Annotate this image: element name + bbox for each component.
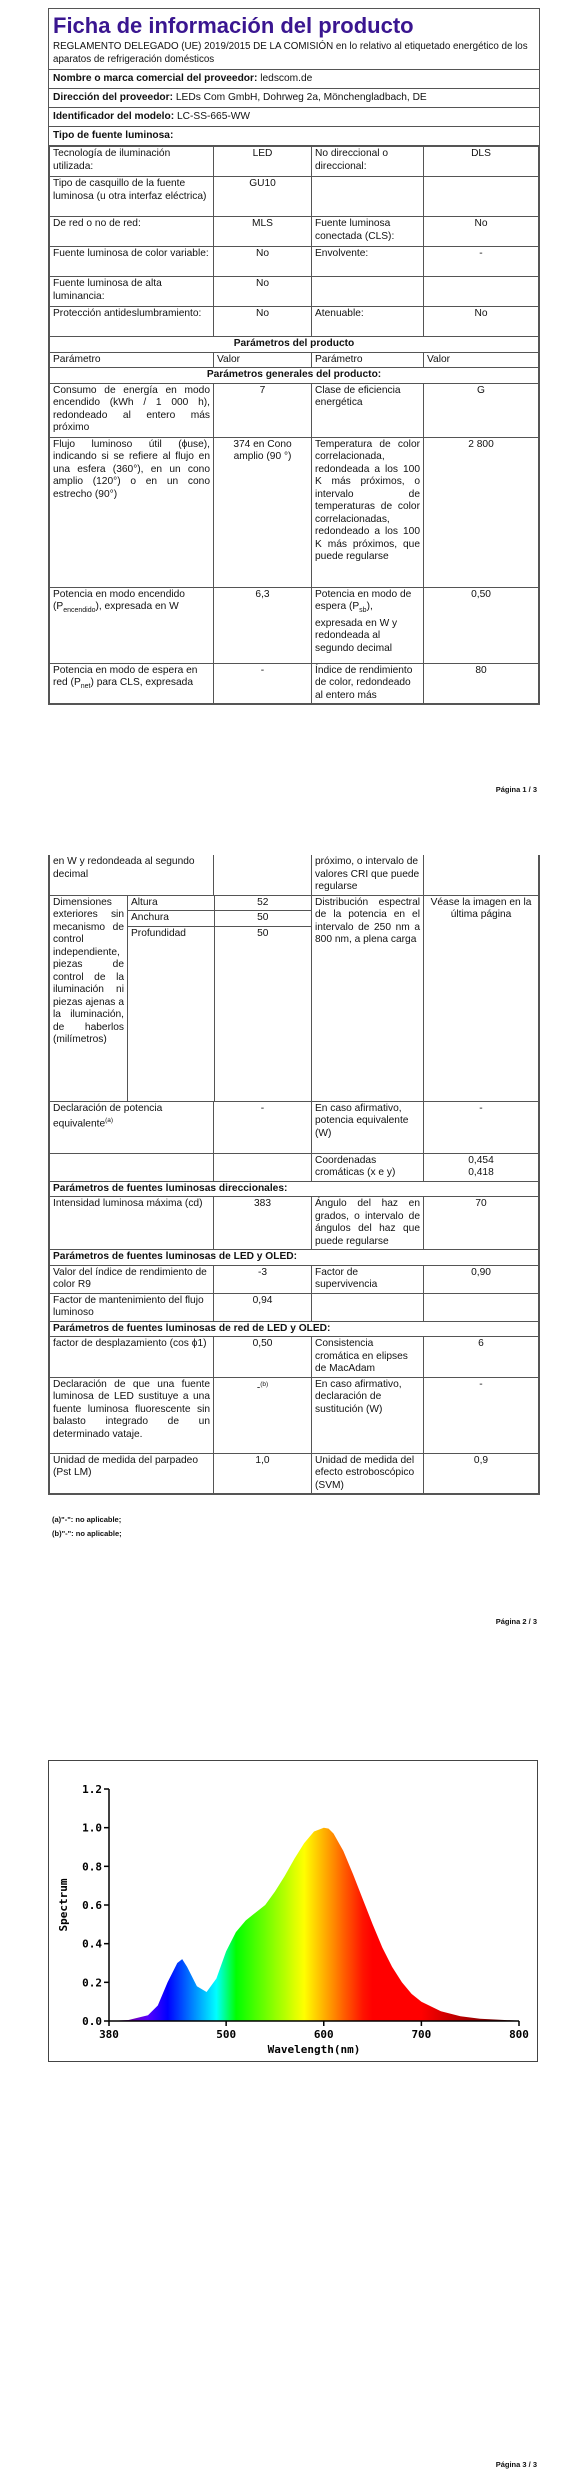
table-row xyxy=(50,277,539,307)
spectrum-area xyxy=(109,1828,519,2021)
y-tick-label: 0.6 xyxy=(82,1899,102,1912)
cell-value: 0,90 xyxy=(424,1265,539,1293)
cell-value: 80 xyxy=(424,663,539,704)
product-sheet-frame-continued xyxy=(48,855,540,1495)
table-row xyxy=(50,1153,539,1181)
regulation-text: REGLAMENTO DELEGADO (UE) 2019/2015 DE LA COMISIÓN en lo relativo al etiquetado energético de los aparatos de refrigeración domésticos xyxy=(53,41,528,65)
cell-value: No xyxy=(214,277,312,307)
cell-label: Fuente luminosa de alta luminancia: xyxy=(50,277,214,307)
cell-label: Declaración de que una fuente luminosa de LED sustituye a una fuente luminosa fluorescente sin balasto integrado de un determinado vataje. xyxy=(50,1377,214,1453)
table-row xyxy=(50,1337,539,1378)
model-id-label: Identificador del modelo: xyxy=(53,111,175,122)
model-id-row xyxy=(49,108,539,127)
cell-label: Ángulo del haz en grados, o intervalo de ángulos del haz que puede regularse xyxy=(312,1197,424,1250)
cell-value: 70 xyxy=(424,1197,539,1250)
cell-value: - xyxy=(214,1101,312,1153)
cell-value xyxy=(424,1153,539,1181)
cell-value: - xyxy=(424,1101,539,1153)
table-row xyxy=(50,177,539,217)
cell-value xyxy=(424,1293,539,1321)
subscript: sb xyxy=(359,607,367,615)
cell-label xyxy=(312,277,424,307)
cell-value: No xyxy=(214,307,312,337)
cell-label: Flujo luminoso útil (ϕuse), indicando si se refiere al flujo en una esfera (360°), en un cono amplio (120°) o en un cono estrecho (90°) xyxy=(50,437,214,587)
chroma-y: 0,418 xyxy=(468,1167,494,1178)
sheet-header xyxy=(49,9,539,70)
cell-label: Valor del índice de rendimiento de color R9 xyxy=(50,1265,214,1293)
y-tick-label: 1.2 xyxy=(82,1783,102,1796)
x-tick-label: 500 xyxy=(216,2028,237,2041)
section-header-row xyxy=(50,368,539,384)
cell-label: Tipo de casquillo de la fuente luminosa (u otra interfaz eléctrica) xyxy=(50,177,214,217)
column-header: Parámetro xyxy=(312,352,424,368)
cell-value: 383 xyxy=(214,1197,312,1250)
cell-label xyxy=(50,1101,214,1153)
cell-label: Protección antideslumbramiento: xyxy=(50,307,214,337)
light-source-type-table xyxy=(49,146,539,704)
x-axis-label: Wavelength(nm) xyxy=(267,2043,361,2056)
dimensions-label: Dimensiones exteriores sin mecanismo de control independiente, piezas de control de la iluminación ni piezas ajenas a la iluminación, de haberlos (milímetros) xyxy=(50,895,128,1101)
text: Potencia en modo de espera en red (P xyxy=(53,664,198,688)
column-header-row xyxy=(50,352,539,368)
section-title: Parámetros del producto xyxy=(50,337,539,353)
spectrum-chart-frame xyxy=(48,1760,538,2062)
y-tick-label: 1.0 xyxy=(82,1821,102,1835)
cell-label xyxy=(312,1293,424,1321)
supplier-address-label: Dirección del proveedor: xyxy=(53,92,174,103)
text: Declaración de potencia equivalente xyxy=(53,1102,163,1130)
section-header-row xyxy=(50,1321,539,1337)
page-title: Ficha de información del producto xyxy=(53,13,414,38)
section-title: Parámetros de fuentes luminosas direccionales: xyxy=(50,1181,539,1197)
page-number: Página 2 / 3 xyxy=(495,1617,537,1626)
section-header-row xyxy=(50,1250,539,1266)
page-2 xyxy=(0,855,585,1635)
cell-label: factor de desplazamiento (cos ϕ1) xyxy=(50,1337,214,1378)
table-row xyxy=(50,147,539,177)
cell-label: De red o no de red: xyxy=(50,217,214,247)
column-header: Valor xyxy=(214,352,312,368)
text: ), expresada en W y redondeada al segundo decimal xyxy=(315,601,398,654)
text: Potencia en modo encendido (P xyxy=(53,588,185,612)
cell-value: - xyxy=(424,247,539,277)
cell-label xyxy=(312,177,424,217)
page-number: Página 3 / 3 xyxy=(495,2460,537,2469)
cell-value: 374 en Cono amplio (90 °) xyxy=(214,437,312,587)
cell-value: No xyxy=(214,247,312,277)
superscript: (b) xyxy=(260,1380,269,1388)
text: ), expresada en W xyxy=(95,601,179,612)
cell-value xyxy=(214,1153,312,1181)
y-axis-label: Spectrum xyxy=(57,1878,70,1932)
section-title: Parámetros de fuentes luminosas de red de LED y OLED: xyxy=(50,1321,539,1337)
plot-area xyxy=(82,1783,529,2041)
supplier-name-value: ledscom.de xyxy=(260,73,313,84)
table-row xyxy=(128,896,311,911)
cell-label: Fuente luminosa conectada (CLS): xyxy=(312,217,424,247)
supplier-address-value: LEDs Com GmbH, Dohrweg 2a, Mönchengladbach, DE xyxy=(175,92,427,103)
cell-label: Consistencia cromática en elipses de MacAdam xyxy=(312,1337,424,1378)
table-row xyxy=(50,855,539,895)
cell-value: 6,3 xyxy=(214,587,312,663)
dimension-value: 50 xyxy=(214,911,311,927)
cell-value: DLS xyxy=(424,147,539,177)
cell-label: Unidad de medida del efecto estroboscópico (SVM) xyxy=(312,1453,424,1494)
table-row xyxy=(128,926,311,1101)
dimension-value: 52 xyxy=(214,896,311,911)
light-source-type-label: Tipo de fuente luminosa: xyxy=(53,130,174,141)
table-row xyxy=(50,587,539,663)
table-row xyxy=(50,1377,539,1453)
text: ) para CLS, expresada xyxy=(90,677,193,688)
supplier-name-label: Nombre o marca comercial del proveedor: xyxy=(53,73,258,84)
y-tick-label: 0.0 xyxy=(82,2015,102,2028)
table-row xyxy=(50,1453,539,1494)
column-header: Parámetro xyxy=(50,352,214,368)
cell-label: No direccional o direccional: xyxy=(312,147,424,177)
cell-value: 6 xyxy=(424,1337,539,1378)
cell-label: Clase de eficiencia energética xyxy=(312,383,424,437)
cell-label: Coordenadas cromáticas (x e y) xyxy=(312,1153,424,1181)
section-title: Parámetros de fuentes luminosas de LED y OLED: xyxy=(50,1250,539,1266)
product-sheet-frame xyxy=(48,8,540,705)
dimensions-table xyxy=(128,896,311,1101)
text: - xyxy=(256,1381,261,1393)
model-id-value: LC-SS-665-WW xyxy=(176,111,251,122)
table-row xyxy=(50,1265,539,1293)
table-row xyxy=(50,1293,539,1321)
cell-value: Véase la imagen en la última página xyxy=(424,895,539,1101)
cell-label: Temperatura de color correlacionada, redondeada a los 100 K más próximos, o intervalo de temperaturas de color correlacionadas, redondeado a los 100 K más próximos, que puede regularse xyxy=(312,437,424,587)
supplier-name-row xyxy=(49,70,539,89)
cell-value: 7 xyxy=(214,383,312,437)
table-row xyxy=(50,383,539,437)
cell-label: Tecnología de iluminación utilizada: xyxy=(50,147,214,177)
table-row xyxy=(50,217,539,247)
subscript: net xyxy=(80,683,91,691)
cell-label: Factor de mantenimiento del flujo luminoso xyxy=(50,1293,214,1321)
table-row xyxy=(128,911,311,927)
y-tick-label: 0.8 xyxy=(82,1860,102,1874)
cell-value: 1,0 xyxy=(214,1453,312,1494)
table-row xyxy=(50,895,539,1101)
cell-value: 0,9 xyxy=(424,1453,539,1494)
cell-value: No xyxy=(424,217,539,247)
dimension-name: Anchura xyxy=(128,911,214,927)
spectrum-chart xyxy=(49,1761,537,2061)
cell-value: G xyxy=(424,383,539,437)
cell-label: Consumo de energía en modo encendido (kWh / 1 000 h), redondeado al entero más próximo xyxy=(50,383,214,437)
cell-value: 0,50 xyxy=(214,1337,312,1378)
cell-value: 0,94 xyxy=(214,1293,312,1321)
section-title: Parámetros generales del producto: xyxy=(50,368,539,384)
cell-value: 0,50 xyxy=(424,587,539,663)
light-source-type-row xyxy=(49,127,539,146)
dimension-name: Altura xyxy=(128,896,214,911)
superscript: (a) xyxy=(105,1117,114,1124)
table-row xyxy=(50,1197,539,1250)
table-row xyxy=(50,437,539,587)
cell-value xyxy=(424,177,539,217)
cell-label: Intensidad luminosa máxima (cd) xyxy=(50,1197,214,1250)
footnotes xyxy=(52,1513,122,1541)
x-tick-label: 800 xyxy=(509,2028,529,2041)
supplier-address-row xyxy=(49,89,539,108)
section-header-row xyxy=(50,337,539,353)
table-row xyxy=(50,663,539,704)
chroma-x: 0,454 xyxy=(468,1154,494,1166)
cell-value: MLS xyxy=(214,217,312,247)
cell-value xyxy=(424,277,539,307)
y-tick-label: 0.2 xyxy=(82,1976,102,1990)
cell-value: 2 800 xyxy=(424,437,539,587)
cell-label xyxy=(50,663,214,704)
page-1 xyxy=(0,0,585,800)
cell-value: GU10 xyxy=(214,177,312,217)
cell-value xyxy=(424,855,539,895)
cell-label: Envolvente: xyxy=(312,247,424,277)
page-3 xyxy=(0,1700,585,2476)
x-tick-label: 600 xyxy=(313,2028,334,2041)
cell-value: LED xyxy=(214,147,312,177)
footnote: (b)"-": no aplicable; xyxy=(52,1529,122,1538)
cell-value: No xyxy=(424,307,539,337)
cell-value xyxy=(214,855,312,895)
cell-label: Atenuable: xyxy=(312,307,424,337)
cell-label: en W y redondeada al segundo decimal xyxy=(50,855,214,895)
text: Potencia en modo de espera (P xyxy=(315,588,412,612)
cell-label: Fuente luminosa de color variable: xyxy=(50,247,214,277)
table-row xyxy=(50,307,539,337)
cell-label: Distribución espectral de la potencia en el intervalo de 250 nm a 800 nm, a plena carga xyxy=(312,895,424,1101)
cell-label: En caso afirmativo, declaración de sustitución (W) xyxy=(312,1377,424,1453)
dimension-value: 50 xyxy=(214,926,311,1101)
x-tick-label: 700 xyxy=(411,2028,432,2041)
column-header: Valor xyxy=(424,352,539,368)
table-row xyxy=(50,247,539,277)
footnote: (a)"-": no aplicable; xyxy=(52,1515,122,1524)
cell-label xyxy=(312,587,424,663)
page-number: Página 1 / 3 xyxy=(495,785,537,794)
cell-value: - xyxy=(214,663,312,704)
y-tick-label: 0.4 xyxy=(82,1937,102,1951)
cell-value: -3 xyxy=(214,1265,312,1293)
cell-label xyxy=(50,1153,214,1181)
cell-label: Índice de rendimiento de color, redondeado al entero más xyxy=(312,663,424,704)
cell-label: En caso afirmativo, potencia equivalente (W) xyxy=(312,1101,424,1153)
cell-label: Factor de supervivencia xyxy=(312,1265,424,1293)
cell-label: Unidad de medida del parpadeo (Pst LM) xyxy=(50,1453,214,1494)
parameters-table-continued xyxy=(49,855,539,1494)
cell-label: próximo, o intervalo de valores CRI que puede regularse xyxy=(312,855,424,895)
section-header-row xyxy=(50,1181,539,1197)
x-tick-label: 380 xyxy=(99,2028,119,2041)
dimensions-cell xyxy=(128,895,312,1101)
cell-value: - xyxy=(424,1377,539,1453)
dimension-name: Profundidad xyxy=(128,926,214,1101)
subscript: encendido xyxy=(63,607,96,615)
cell-label xyxy=(50,587,214,663)
table-row xyxy=(50,1101,539,1153)
cell-value xyxy=(214,1377,312,1453)
